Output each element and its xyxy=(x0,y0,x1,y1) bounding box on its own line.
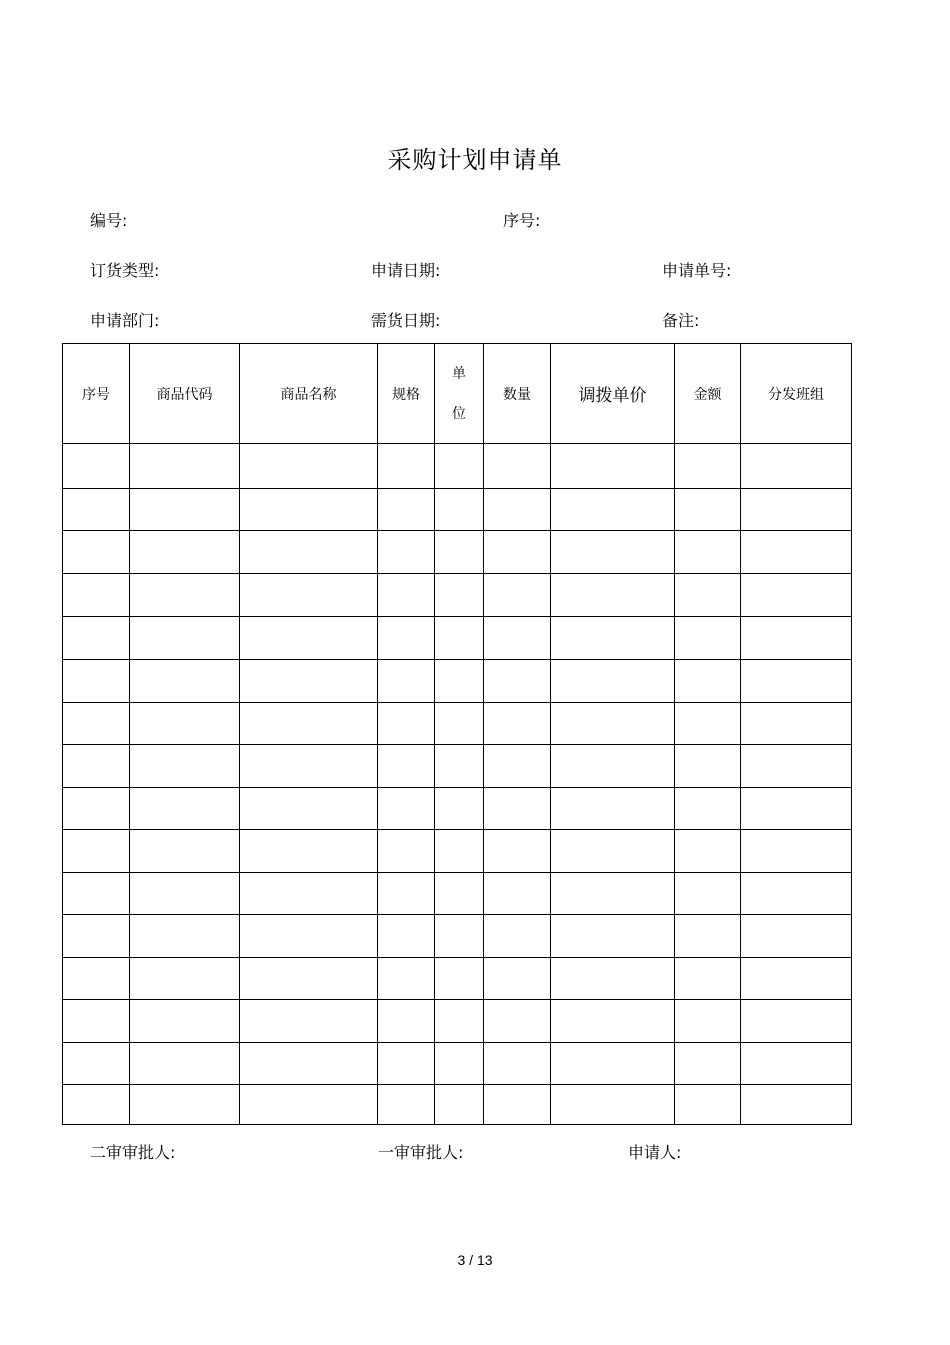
table-row xyxy=(63,1043,852,1085)
table-cell[interactable] xyxy=(675,788,741,830)
table-cell[interactable] xyxy=(675,703,741,745)
table-cell[interactable] xyxy=(551,1043,675,1085)
table-cell[interactable] xyxy=(675,489,741,531)
table-cell[interactable] xyxy=(435,489,484,531)
table-row xyxy=(63,489,852,531)
table-cell[interactable] xyxy=(378,660,435,703)
table-cell[interactable] xyxy=(484,830,551,873)
table-cell[interactable] xyxy=(63,873,130,915)
table-cell[interactable] xyxy=(378,444,435,489)
table-cell[interactable] xyxy=(240,489,378,531)
table-cell[interactable] xyxy=(63,915,130,958)
table-cell[interactable] xyxy=(741,1043,852,1085)
table-cell[interactable] xyxy=(551,703,675,745)
table-cell[interactable] xyxy=(741,745,852,788)
table-cell[interactable] xyxy=(378,788,435,830)
field-xuhuo-riqi: 需货日期: xyxy=(371,311,441,330)
table-cell[interactable] xyxy=(675,1000,741,1043)
table-cell[interactable] xyxy=(378,745,435,788)
field-shenqing-riqi: 申请日期: xyxy=(371,261,441,280)
table-cell[interactable] xyxy=(130,915,240,958)
table-cell[interactable] xyxy=(63,1000,130,1043)
table-body xyxy=(63,444,852,1125)
table-cell[interactable] xyxy=(63,745,130,788)
table-row xyxy=(63,958,852,1000)
table-cell[interactable] xyxy=(130,660,240,703)
page-number: 3 / 13 xyxy=(457,1252,493,1268)
table-cell[interactable] xyxy=(484,1085,551,1125)
table-cell[interactable] xyxy=(435,1043,484,1085)
table-cell[interactable] xyxy=(240,574,378,617)
table-cell[interactable] xyxy=(130,444,240,489)
field-beizhu: 备注: xyxy=(662,311,700,330)
table-cell[interactable] xyxy=(240,444,378,489)
table-cell[interactable] xyxy=(741,873,852,915)
table-cell[interactable] xyxy=(675,531,741,574)
table-row xyxy=(63,873,852,915)
table-cell[interactable] xyxy=(130,574,240,617)
col-guige: 规格 xyxy=(378,344,435,444)
table-cell[interactable] xyxy=(675,1085,741,1125)
table-cell[interactable] xyxy=(130,958,240,1000)
table-header-row xyxy=(63,344,852,444)
table-cell[interactable] xyxy=(378,574,435,617)
table-cell[interactable] xyxy=(551,873,675,915)
table-cell[interactable] xyxy=(435,830,484,873)
field-shenqing-bumen: 申请部门: xyxy=(90,311,160,330)
table-cell[interactable] xyxy=(130,1085,240,1125)
table-cell[interactable] xyxy=(240,531,378,574)
table-cell[interactable] xyxy=(675,915,741,958)
table-cell[interactable] xyxy=(435,531,484,574)
field-shenqing-danhao: 申请单号: xyxy=(662,261,732,280)
table-cell[interactable] xyxy=(675,1043,741,1085)
table-cell[interactable] xyxy=(435,617,484,660)
table-cell[interactable] xyxy=(378,1085,435,1125)
table-cell[interactable] xyxy=(551,444,675,489)
table-cell[interactable] xyxy=(484,703,551,745)
table-cell[interactable] xyxy=(63,531,130,574)
field-dinghuo-leixing: 订货类型: xyxy=(90,261,160,280)
table-cell[interactable] xyxy=(130,873,240,915)
table-cell[interactable] xyxy=(551,1000,675,1043)
table-row xyxy=(63,1000,852,1043)
table-cell[interactable] xyxy=(130,788,240,830)
table-cell[interactable] xyxy=(378,617,435,660)
table-cell[interactable] xyxy=(675,617,741,660)
footer-ershen: 二审审批人: xyxy=(90,1143,176,1162)
table-cell[interactable] xyxy=(63,788,130,830)
table-cell[interactable] xyxy=(675,873,741,915)
table-cell[interactable] xyxy=(484,745,551,788)
table-cell[interactable] xyxy=(551,958,675,1000)
table-cell[interactable] xyxy=(741,1000,852,1043)
col-fenfa-banzu: 分发班组 xyxy=(741,344,852,444)
table-cell[interactable] xyxy=(551,660,675,703)
table-cell[interactable] xyxy=(741,444,852,489)
table-cell[interactable] xyxy=(551,745,675,788)
table-cell[interactable] xyxy=(130,830,240,873)
table-cell[interactable] xyxy=(551,830,675,873)
table-cell[interactable] xyxy=(484,660,551,703)
table-cell[interactable] xyxy=(435,444,484,489)
col-diaobo-danjia: 调拨单价 xyxy=(551,344,675,444)
table-cell[interactable] xyxy=(741,531,852,574)
table-cell[interactable] xyxy=(435,1000,484,1043)
table-row xyxy=(63,444,852,489)
table-cell[interactable] xyxy=(378,830,435,873)
table-cell[interactable] xyxy=(484,444,551,489)
table-cell[interactable] xyxy=(435,703,484,745)
table-cell[interactable] xyxy=(741,489,852,531)
table-cell[interactable] xyxy=(741,958,852,1000)
table-cell[interactable] xyxy=(435,574,484,617)
table-cell[interactable] xyxy=(63,574,130,617)
table-cell[interactable] xyxy=(741,788,852,830)
table-cell[interactable] xyxy=(378,531,435,574)
col-danwei-bottom: 位 xyxy=(452,405,466,422)
table-cell[interactable] xyxy=(240,1085,378,1125)
table-cell[interactable] xyxy=(378,915,435,958)
table-cell[interactable] xyxy=(378,703,435,745)
col-shangpin-mingcheng: 商品名称 xyxy=(240,344,378,444)
footer-yishen: 一审审批人: xyxy=(378,1143,464,1162)
table-cell[interactable] xyxy=(63,489,130,531)
table-cell[interactable] xyxy=(551,915,675,958)
table-cell[interactable] xyxy=(240,660,378,703)
table-cell[interactable] xyxy=(240,745,378,788)
table-cell[interactable] xyxy=(130,489,240,531)
col-shuliang: 数量 xyxy=(484,344,551,444)
table-cell[interactable] xyxy=(240,915,378,958)
field-bianhao: 编号: xyxy=(90,211,128,230)
table-cell[interactable] xyxy=(378,873,435,915)
table-cell[interactable] xyxy=(130,703,240,745)
col-danwei xyxy=(435,344,484,444)
table-cell[interactable] xyxy=(741,660,852,703)
table-cell[interactable] xyxy=(240,703,378,745)
table-cell[interactable] xyxy=(484,788,551,830)
table-cell[interactable] xyxy=(435,788,484,830)
field-xuhao: 序号: xyxy=(503,211,541,230)
table-cell[interactable] xyxy=(378,1043,435,1085)
table-row xyxy=(63,830,852,873)
table-cell[interactable] xyxy=(675,830,741,873)
table-cell[interactable] xyxy=(741,703,852,745)
table-cell[interactable] xyxy=(675,958,741,1000)
table-cell[interactable] xyxy=(435,915,484,958)
table-cell[interactable] xyxy=(551,617,675,660)
table-row xyxy=(63,745,852,788)
table-cell[interactable] xyxy=(435,873,484,915)
table-cell[interactable] xyxy=(551,574,675,617)
purchase-table xyxy=(62,343,852,1125)
table-cell[interactable] xyxy=(130,745,240,788)
table-cell[interactable] xyxy=(551,788,675,830)
table-cell[interactable] xyxy=(675,574,741,617)
table-cell[interactable] xyxy=(484,1000,551,1043)
table-cell[interactable] xyxy=(378,489,435,531)
table-cell[interactable] xyxy=(63,1085,130,1125)
table-cell[interactable] xyxy=(240,1000,378,1043)
table-row xyxy=(63,531,852,574)
table-cell[interactable] xyxy=(484,873,551,915)
table-row xyxy=(63,660,852,703)
table-cell[interactable] xyxy=(741,617,852,660)
table-cell[interactable] xyxy=(741,915,852,958)
table-cell[interactable] xyxy=(435,1085,484,1125)
table-cell[interactable] xyxy=(63,703,130,745)
table-cell[interactable] xyxy=(240,958,378,1000)
table-cell[interactable] xyxy=(130,1043,240,1085)
table-cell[interactable] xyxy=(484,958,551,1000)
table-cell[interactable] xyxy=(240,788,378,830)
table-cell[interactable] xyxy=(240,1043,378,1085)
col-jine: 金额 xyxy=(675,344,741,444)
table-row xyxy=(63,617,852,660)
table-cell[interactable] xyxy=(484,617,551,660)
table-cell[interactable] xyxy=(675,660,741,703)
table-cell[interactable] xyxy=(63,660,130,703)
col-xuhao: 序号 xyxy=(63,344,130,444)
table-row xyxy=(63,703,852,745)
table-cell[interactable] xyxy=(741,830,852,873)
table-cell[interactable] xyxy=(63,830,130,873)
table-cell[interactable] xyxy=(240,873,378,915)
table-cell[interactable] xyxy=(63,617,130,660)
col-danwei-top: 单 xyxy=(452,365,466,382)
table-cell[interactable] xyxy=(435,660,484,703)
table-cell[interactable] xyxy=(551,489,675,531)
table-cell[interactable] xyxy=(435,745,484,788)
table-row xyxy=(63,574,852,617)
table-cell[interactable] xyxy=(130,617,240,660)
table-cell[interactable] xyxy=(63,444,130,489)
table-cell[interactable] xyxy=(675,444,741,489)
table-cell[interactable] xyxy=(484,489,551,531)
table-cell[interactable] xyxy=(130,531,240,574)
table-cell[interactable] xyxy=(240,830,378,873)
table-cell[interactable] xyxy=(378,958,435,1000)
table-cell[interactable] xyxy=(484,531,551,574)
table-cell[interactable] xyxy=(378,1000,435,1043)
form-title: 采购计划申请单 xyxy=(387,146,563,174)
table-row xyxy=(63,788,852,830)
table-cell[interactable] xyxy=(741,574,852,617)
table-cell[interactable] xyxy=(484,1043,551,1085)
table-cell[interactable] xyxy=(435,958,484,1000)
table-cell[interactable] xyxy=(240,617,378,660)
table-cell[interactable] xyxy=(63,958,130,1000)
footer-shenqingren: 申请人: xyxy=(628,1143,682,1162)
table-row xyxy=(63,915,852,958)
table-cell[interactable] xyxy=(63,1043,130,1085)
table-cell[interactable] xyxy=(551,531,675,574)
table-cell[interactable] xyxy=(130,1000,240,1043)
table-cell[interactable] xyxy=(741,1085,852,1125)
table-cell[interactable] xyxy=(551,1085,675,1125)
table-cell[interactable] xyxy=(675,745,741,788)
col-shangpin-daima: 商品代码 xyxy=(130,344,240,444)
table-cell[interactable] xyxy=(484,574,551,617)
table-row xyxy=(63,1085,852,1125)
table-cell[interactable] xyxy=(484,915,551,958)
